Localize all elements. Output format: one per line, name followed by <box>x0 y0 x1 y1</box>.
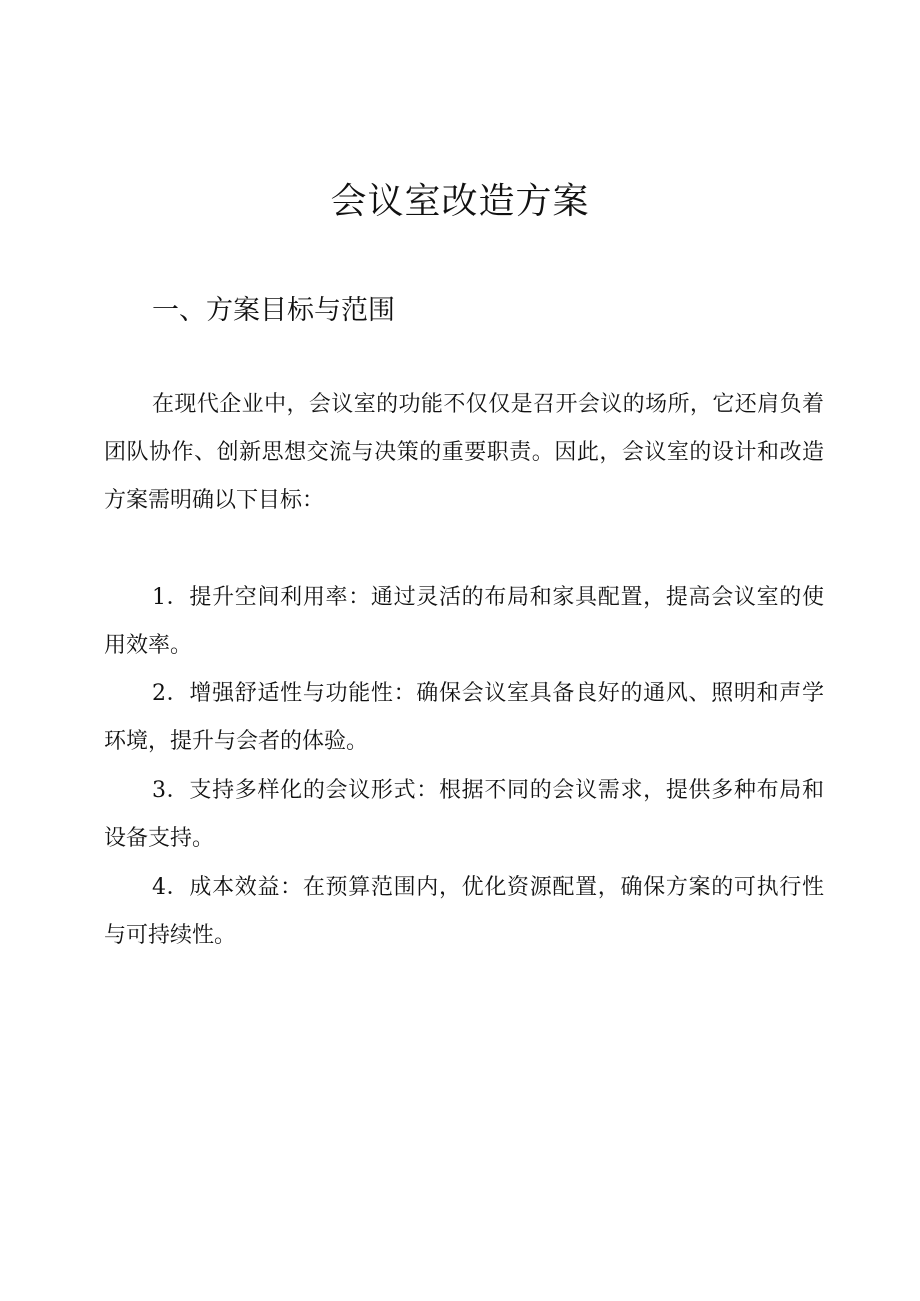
goal-item-2: 2．增强舒适性与功能性：确保会议室具备良好的通风、照明和声学环境，提升与会者的体验。 <box>104 681 824 754</box>
goal-item-3: 3．支持多样化的会议形式：根据不同的会议需求，提供多种布局和设备支持。 <box>104 778 824 851</box>
section-heading: 一、方案目标与范围 <box>152 295 395 326</box>
goal-item-4: 4．成本效益：在预算范围内，优化资源配置，确保方案的可执行性与可持续性。 <box>104 875 824 948</box>
goal-item-1: 1．提升空间利用率：通过灵活的布局和家具配置，提高会议室的使用效率。 <box>104 585 824 658</box>
document-title: 会议室改造方案 <box>330 181 590 222</box>
intro-paragraph: 在现代企业中，会议室的功能不仅仅是召开会议的场所，它还肩负着团队协作、创新思想交流与决策的重要职责。因此，会议室的设计和改造方案需明确以下目标： <box>104 392 824 513</box>
